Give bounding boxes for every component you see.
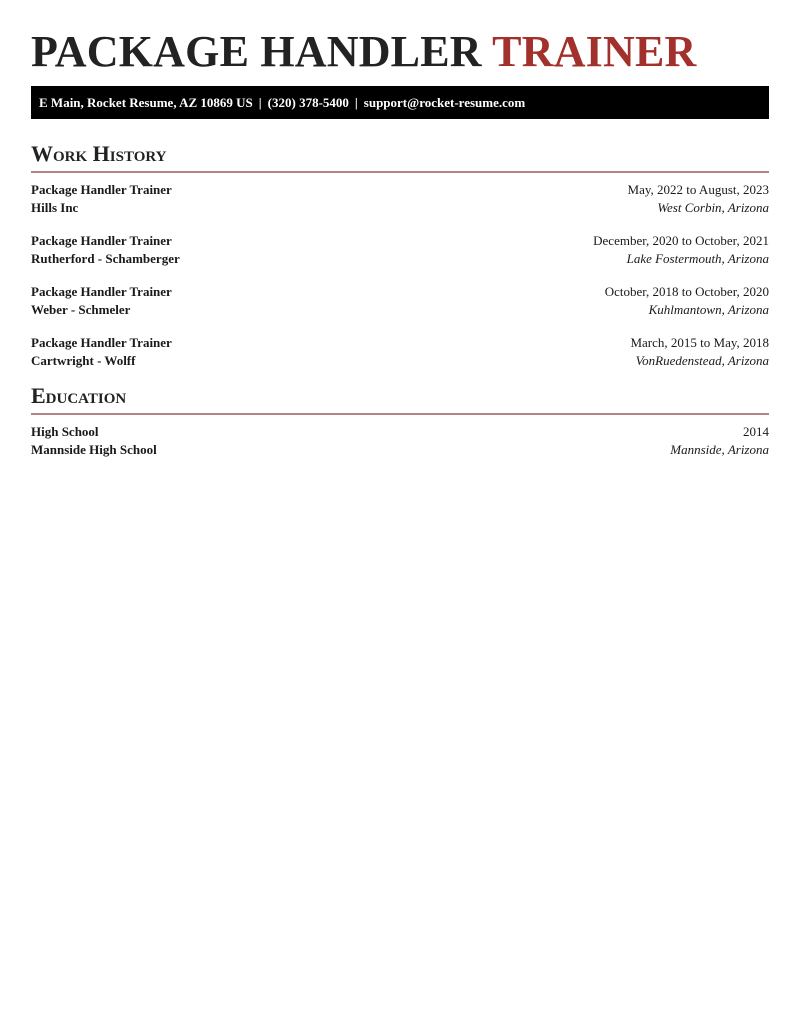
location: Mannside, Arizona	[670, 441, 769, 457]
contact-bar: E Main, Rocket Resume, AZ 10869 US | (320) 378-5400 | support@rocket-resume.com	[31, 86, 769, 119]
title: Package Handler Trainer	[31, 284, 172, 299]
degree: High School	[31, 424, 99, 439]
contact-phone: (320) 378-5400	[267, 95, 349, 110]
contact-email: support@rocket-resume.com	[363, 95, 526, 110]
dates: December, 2020 to October, 2021	[593, 233, 769, 248]
company: Weber - Schmeler	[31, 301, 131, 317]
work-entry	[31, 283, 769, 334]
title: Package Handler Trainer	[31, 335, 172, 350]
work-entry	[31, 232, 769, 283]
work-entry	[31, 334, 769, 385]
section-heading: Education	[31, 383, 127, 408]
page-title: PACKAGE HANDLER TRAINER	[31, 27, 697, 76]
dates: March, 2015 to May, 2018	[630, 335, 769, 350]
location: Lake Fostermouth, Arizona	[626, 250, 769, 266]
dates: October, 2018 to October, 2020	[604, 284, 769, 299]
education-entry	[31, 423, 769, 474]
title: Package Handler Trainer	[31, 233, 172, 248]
contact-address: E Main, Rocket Resume, AZ 10869 US	[39, 95, 253, 110]
location: West Corbin, Arizona	[657, 199, 769, 215]
work-history-section	[31, 139, 769, 385]
company: Cartwright - Wolff	[31, 352, 136, 368]
school: Mannside High School	[31, 441, 157, 457]
education-section	[31, 381, 769, 474]
section-heading: Work History	[31, 141, 167, 166]
location: Kuhlmantown, Arizona	[648, 301, 769, 317]
location: VonRuedenstead, Arizona	[635, 352, 769, 368]
company: Hills Inc	[31, 199, 79, 215]
title: Package Handler Trainer	[31, 182, 172, 197]
year: 2014	[743, 424, 769, 439]
dates: May, 2022 to August, 2023	[627, 182, 769, 197]
work-entry	[31, 181, 769, 232]
company: Rutherford - Schamberger	[31, 250, 180, 266]
